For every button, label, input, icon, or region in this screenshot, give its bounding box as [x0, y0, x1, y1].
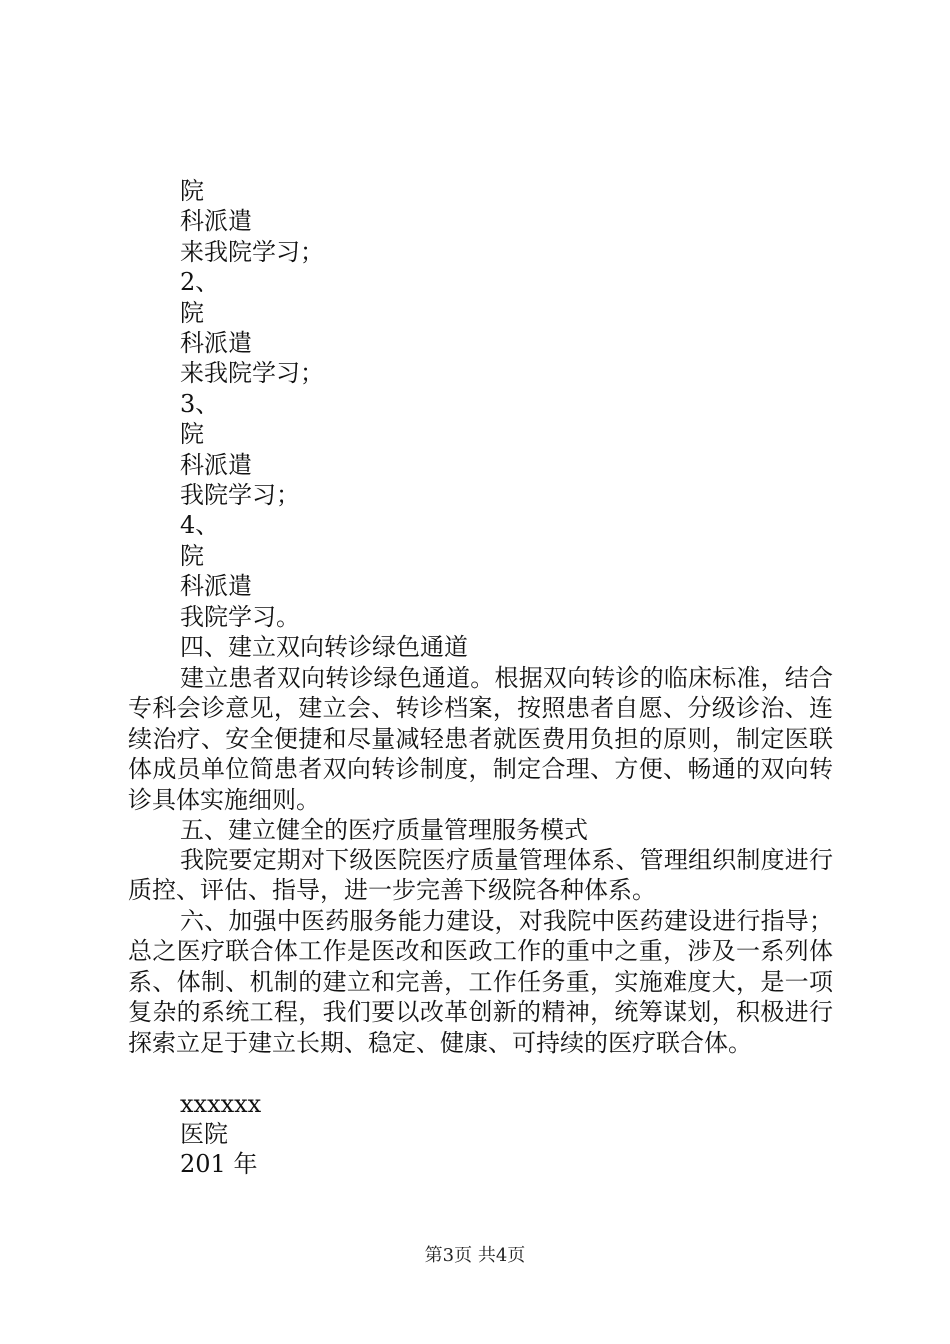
page-number: 第3页 共4页 — [424, 1245, 526, 1266]
signature-name: xxxxxx — [180, 1090, 262, 1118]
text-line: 院 — [180, 420, 204, 448]
text-line: 来我院学习； — [180, 238, 324, 266]
signature-date: 201 年 — [180, 1150, 258, 1178]
text-line: 科派遣 — [180, 572, 252, 600]
text-line: 院 — [180, 542, 204, 570]
text-line: 3、 — [180, 390, 220, 418]
text-line: 院 — [180, 177, 204, 205]
text-line: 科派遣 — [180, 207, 252, 235]
section-body: 我院要定期对下级医院医疗质量管理体系、管理组织制度进行质控、评估、指导，进一步完善下级院各种体系。 — [128, 846, 833, 905]
text-line: 来我院学习； — [180, 359, 324, 387]
section-body: 六、加强中医药服务能力建设，对我院中医药建设进行指导；总之医疗联合体工作是医改和医政工作的重中之重，涉及一系列体系、体制、机制的建立和完善，工作任务重，实施难度大，是一项复杂的系统工程，我们要以改革创新的精神，统筹谋划，积极进行探索立足于建立长期、稳定、健康、可持续的医疗联合体。 — [128, 907, 833, 1057]
section-heading: 四、建立双向转诊绿色通道 — [180, 633, 468, 661]
section-heading: 五、建立健全的医疗质量管理服务模式 — [180, 816, 588, 844]
signature-org: 医院 — [180, 1120, 228, 1148]
text-line: 科派遣 — [180, 451, 252, 479]
text-line: 2、 — [180, 268, 220, 296]
section-body: 建立患者双向转诊绿色通道。根据双向转诊的临床标准，结合专科会诊意见，建立会、转诊档案，按照患者自愿、分级诊治、连续治疗、安全便捷和尽量减轻患者就医费用负担的原则，制定医联体成员单位简患者双向转诊制度，制定合理、方便、畅通的双向转诊具体实施细则。 — [128, 664, 833, 814]
text-line: 我院学习。 — [180, 603, 300, 631]
text-line: 科派遣 — [180, 329, 252, 357]
text-line: 院 — [180, 299, 204, 327]
text-line: 4、 — [180, 511, 220, 539]
text-line: 我院学习； — [180, 481, 300, 509]
